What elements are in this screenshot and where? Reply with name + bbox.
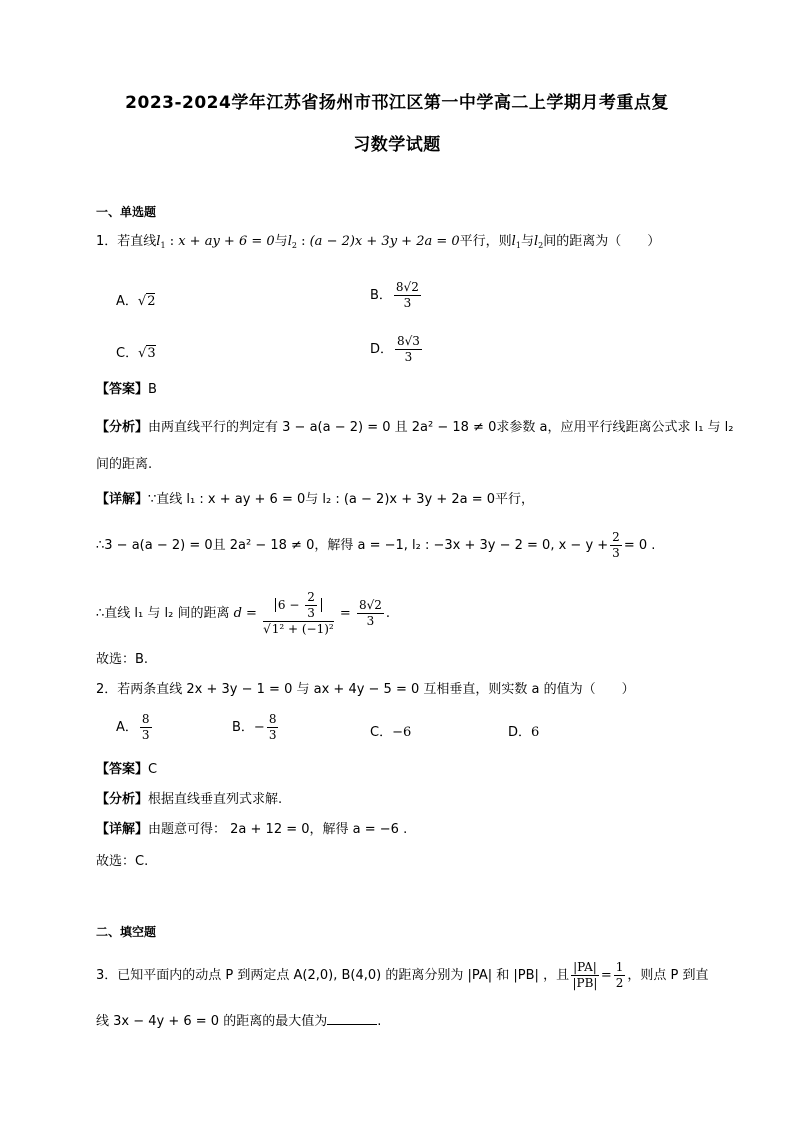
q2-option-b[interactable]: B．− $\frac{8}{3}$ bbox=[232, 712, 277, 742]
question-3-stem: 3．已知平面内的动点 P 到两定点 A(2,0), B(4,0) 的距离分别为 |PA| 和 |PB| ，且 $\frac{|PA|}{|PB|}$ = $\frac{1}{2}$ ，则点 P 到直 bbox=[96, 960, 709, 990]
q2-answer: 【答案】C bbox=[96, 762, 158, 777]
q1-detail-line1: 【详解】∵直线 l₁ : x + ay + 6 = 0与 l₂ : (a − 2)x + 3y + 2a = 0平行， bbox=[96, 492, 535, 507]
line-l1-equation: x + ay + 6 = 0 bbox=[178, 234, 275, 249]
q2-analysis: 【分析】根据直线垂直列式求解. bbox=[96, 792, 283, 807]
q1-choose: 故选：B. bbox=[96, 652, 149, 667]
question-3-stem-cont: 线 3x − 4y + 6 = 0 的距离的最大值为 . bbox=[96, 1014, 382, 1029]
question-number: 2． bbox=[96, 682, 118, 697]
q2-choose: 故选：C. bbox=[96, 854, 149, 869]
document-title-line2: 习数学试题 bbox=[353, 135, 441, 155]
q1-option-a[interactable]: A．√2 bbox=[116, 294, 156, 309]
q1-detail-line3: ∴直线 l₁ 与 l₂ 间的距离 d = 6 − $\frac{2}{3}$ √1² + (−1)² = $\frac{8√2}{3}$ . bbox=[96, 590, 390, 636]
section-heading-fill-blank: 二、填空题 bbox=[96, 925, 157, 939]
q1-option-d[interactable]: D． $\frac{8√3}{3}$ bbox=[370, 334, 420, 364]
q1-answer: 【答案】B bbox=[96, 382, 157, 397]
question-text: 若两条直线 2x + 3y − 1 = 0 与 ax + 4y − 5 = 0 互相垂直，则实数 a 的值为（ ） bbox=[117, 682, 635, 697]
q1-option-b[interactable]: B． $\frac{8√2}{3}$ bbox=[370, 280, 419, 310]
q2-option-d[interactable]: D．6 bbox=[508, 725, 540, 740]
q1-option-c[interactable]: C．√3 bbox=[116, 346, 156, 361]
question-number: 3． bbox=[96, 968, 118, 983]
question-number: 1． bbox=[96, 234, 118, 249]
line-l2-equation: (a − 2)x + 3y + 2a = 0 bbox=[309, 234, 460, 249]
question-text: 若直线 bbox=[117, 234, 157, 249]
q1-analysis-cont: 间的距离. bbox=[96, 457, 153, 472]
q2-option-c[interactable]: C．−6 bbox=[370, 725, 412, 740]
answer-blank[interactable] bbox=[327, 1012, 377, 1025]
question-1-stem: 1．若直线$l_1$ : x + ay + 6 = 0与$l_2$ : (a − 2)x + 3y + 2a = 0平行，则$l_1$与$l_2$间的距离为（ ） bbox=[96, 234, 661, 250]
section-heading-single-choice: 一、单选题 bbox=[96, 205, 157, 219]
distance-fraction: 6 − $\frac{2}{3}$ √1² + (−1)² bbox=[263, 590, 334, 636]
question-2-stem bbox=[96, 680, 635, 700]
q2-detail: 【详解】由题意可得： 2a + 12 = 0，解得 a = −6 . bbox=[96, 822, 408, 837]
q1-detail-line2: ∴3 − a(a − 2) = 0且 2a² − 18 ≠ 0，解得 a = −1, l₂ : −3x + 3y − 2 = 0, x − y + $\frac{2}{3}$ = 0 . bbox=[96, 530, 656, 560]
q1-analysis: 【分析】由两直线平行的判定有 3 − a(a − 2) = 0 且 2a² − 18 ≠ 0求参数 a，应用平行线距离公式求 l₁ 与 l₂ bbox=[96, 420, 734, 435]
q2-option-a[interactable]: A． $\frac{8}{3}$ bbox=[116, 712, 150, 742]
document-title-line1: 2023-2024学年江苏省扬州市邗江区第一中学高二上学期月考重点复 bbox=[125, 93, 669, 113]
